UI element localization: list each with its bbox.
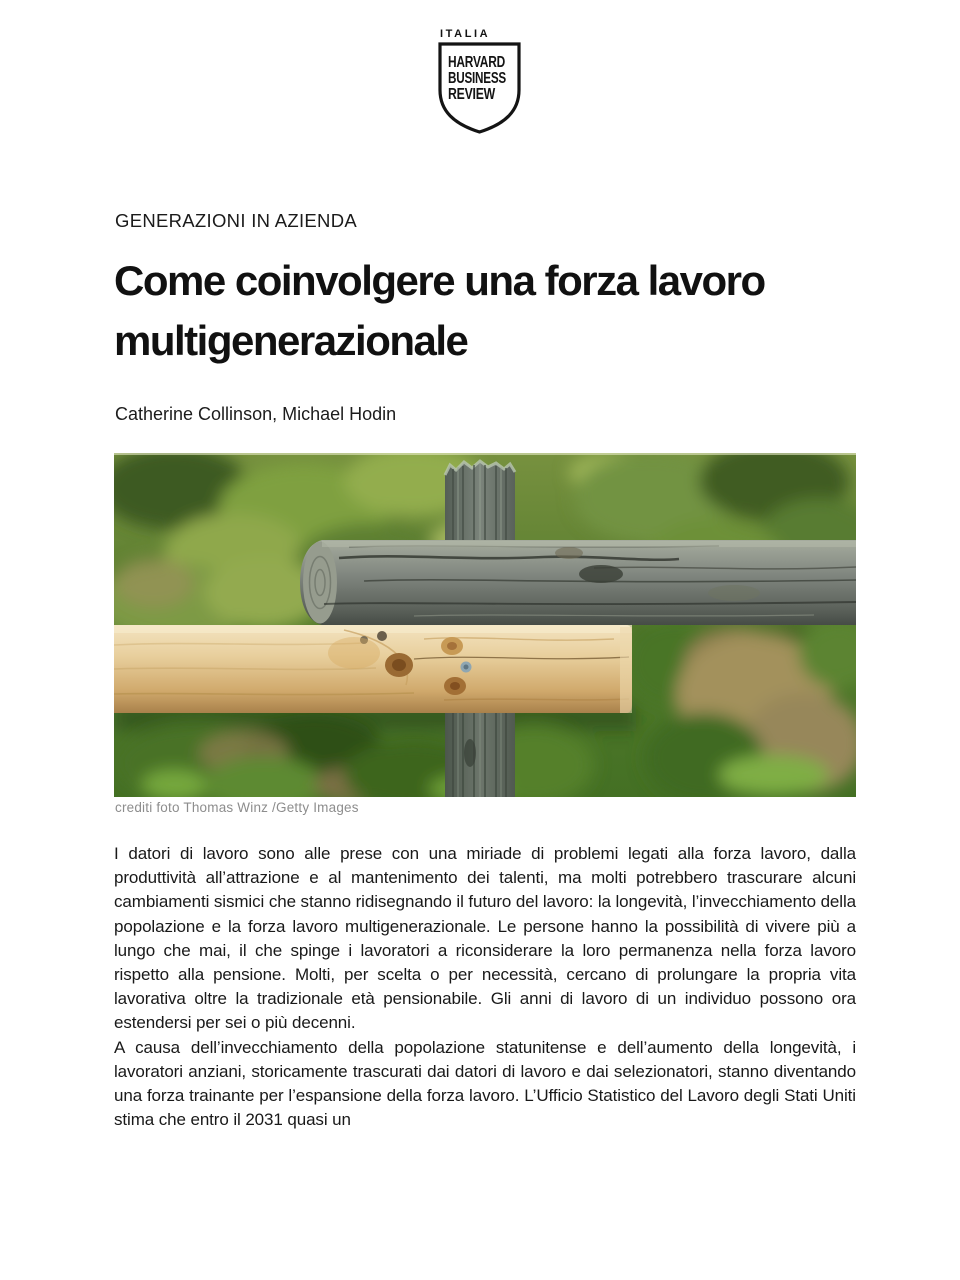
- article-authors: Catherine Collinson, Michael Hodin: [115, 404, 397, 424]
- article-photo: [114, 453, 856, 797]
- logo-line-business: BUSINESS: [448, 70, 506, 87]
- fence-photo-illustration: [114, 453, 856, 797]
- logo-country-label: ITALIA: [440, 28, 491, 40]
- new-light-rail: [114, 625, 632, 713]
- article-content: [114, 0, 856, 1280]
- body-paragraph-2: A causa dell’invecchiamento della popolazione statunitense e dell’aumento della longevità, i lavoratori anziani, storicamente trascurati dai datori di lavoro e dai selezionatori, stanno diventando una forza trainante per l’espansione della forza lavoro. L’Ufficio Statistico del Lavoro degli Stati Uniti stima che entro il 2031 quasi un: [114, 1037, 856, 1130]
- article-title-line-2: multigenerazionale: [114, 317, 468, 364]
- article-title-line-1: Come coinvolgere una forza lavoro: [114, 257, 765, 304]
- article-category: GENERAZIONI IN AZIENDA: [115, 210, 357, 231]
- article-body: [114, 842, 856, 1132]
- logo-line-review: REVIEW: [448, 86, 496, 103]
- body-paragraph-1: I datori di lavoro sono alle prese con una miriade di problemi legati alla forza lavoro, dalla produttività all’attrazione e al mantenimento dei talenti, ma molti potrebbero trascurare alcuni cambiamenti sismici che stanno ridisegnando il futuro del lavoro: la longevità, l’invecchiamento della popolazione e la forza lavoro multigenerazionale. Le persone hanno la possibilità di vivere più a lungo che mai, il che spinge i lavoratori a riconsiderare la loro permanenza nella forza lavoro rispetto alla pensione. Molti, per scelta o per necessità, cercano di prolungare la propria vita lavorativa oltre la tradizionale età pensionabile. Gli anni di lavoro di un individuo possono ora estendersi per sei o più decenni.: [114, 844, 856, 1033]
- article-title: [114, 251, 856, 371]
- old-gray-rail: [300, 540, 856, 625]
- logo-line-harvard: HARVARD: [448, 54, 506, 71]
- photo-credit: crediti foto Thomas Winz /Getty Images: [115, 800, 359, 815]
